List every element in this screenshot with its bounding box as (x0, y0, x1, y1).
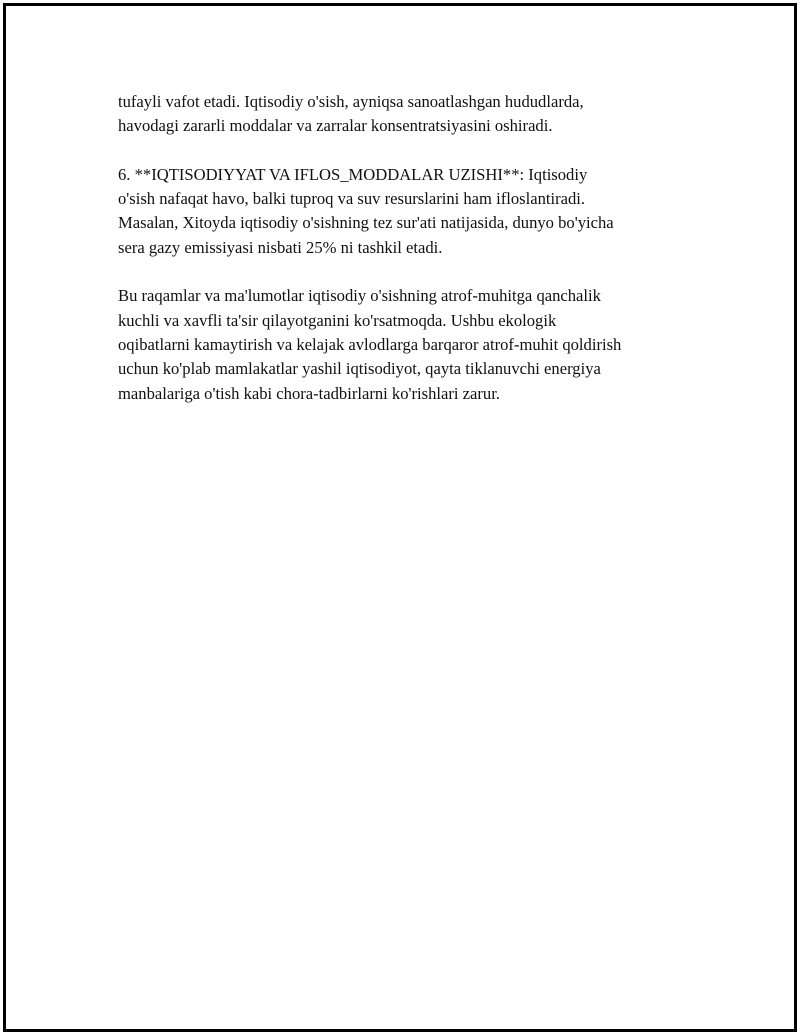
paragraph-1 (118, 90, 698, 139)
text-line: oqibatlarni kamaytirish va kelajak avlodlarga barqaror atrof-muhit qoldirish (118, 334, 622, 354)
text-line: havodagi zararli moddalar va zarralar konsentratsiyasini oshiradi. (118, 116, 553, 136)
paragraph-2 (118, 163, 698, 260)
text-line: manbalariga o'tish kabi chora-tadbirlarni ko'rishlari zarur. (118, 383, 500, 403)
text-line: Bu raqamlar va ma'lumotlar iqtisodiy o'sishning atrof-muhitga qanchalik (118, 286, 601, 306)
text-line: Masalan, Xitoyda iqtisodiy o'sishning tez sur'ati natijasida, dunyo bo'yicha (118, 213, 614, 233)
text-line: sera gazy emissiyasi nisbati 25% ni tashkil etadi. (118, 237, 443, 257)
text-line: kuchli va xavfli ta'sir qilayotganini ko'rsatmoqda. Ushbu ekologik (118, 310, 557, 330)
text-line: 6. **IQTISODIYYAT VA IFLOS_MODDALAR UZISHI**: Iqtisodiy (118, 164, 588, 184)
paragraph-3 (118, 284, 698, 405)
text-line: uchun ko'plab mamlakatlar yashil iqtisodiyot, qayta tiklanuvchi energiya (118, 359, 601, 379)
text-line: tufayli vafot etadi. Iqtisodiy o'sish, ayniqsa sanoatlashgan hududlarda, (118, 92, 584, 111)
text-line: o'sish nafaqat havo, balki tuproq va suv resurslarini ham ifloslantiradi. (118, 189, 586, 209)
document-body (118, 90, 698, 430)
